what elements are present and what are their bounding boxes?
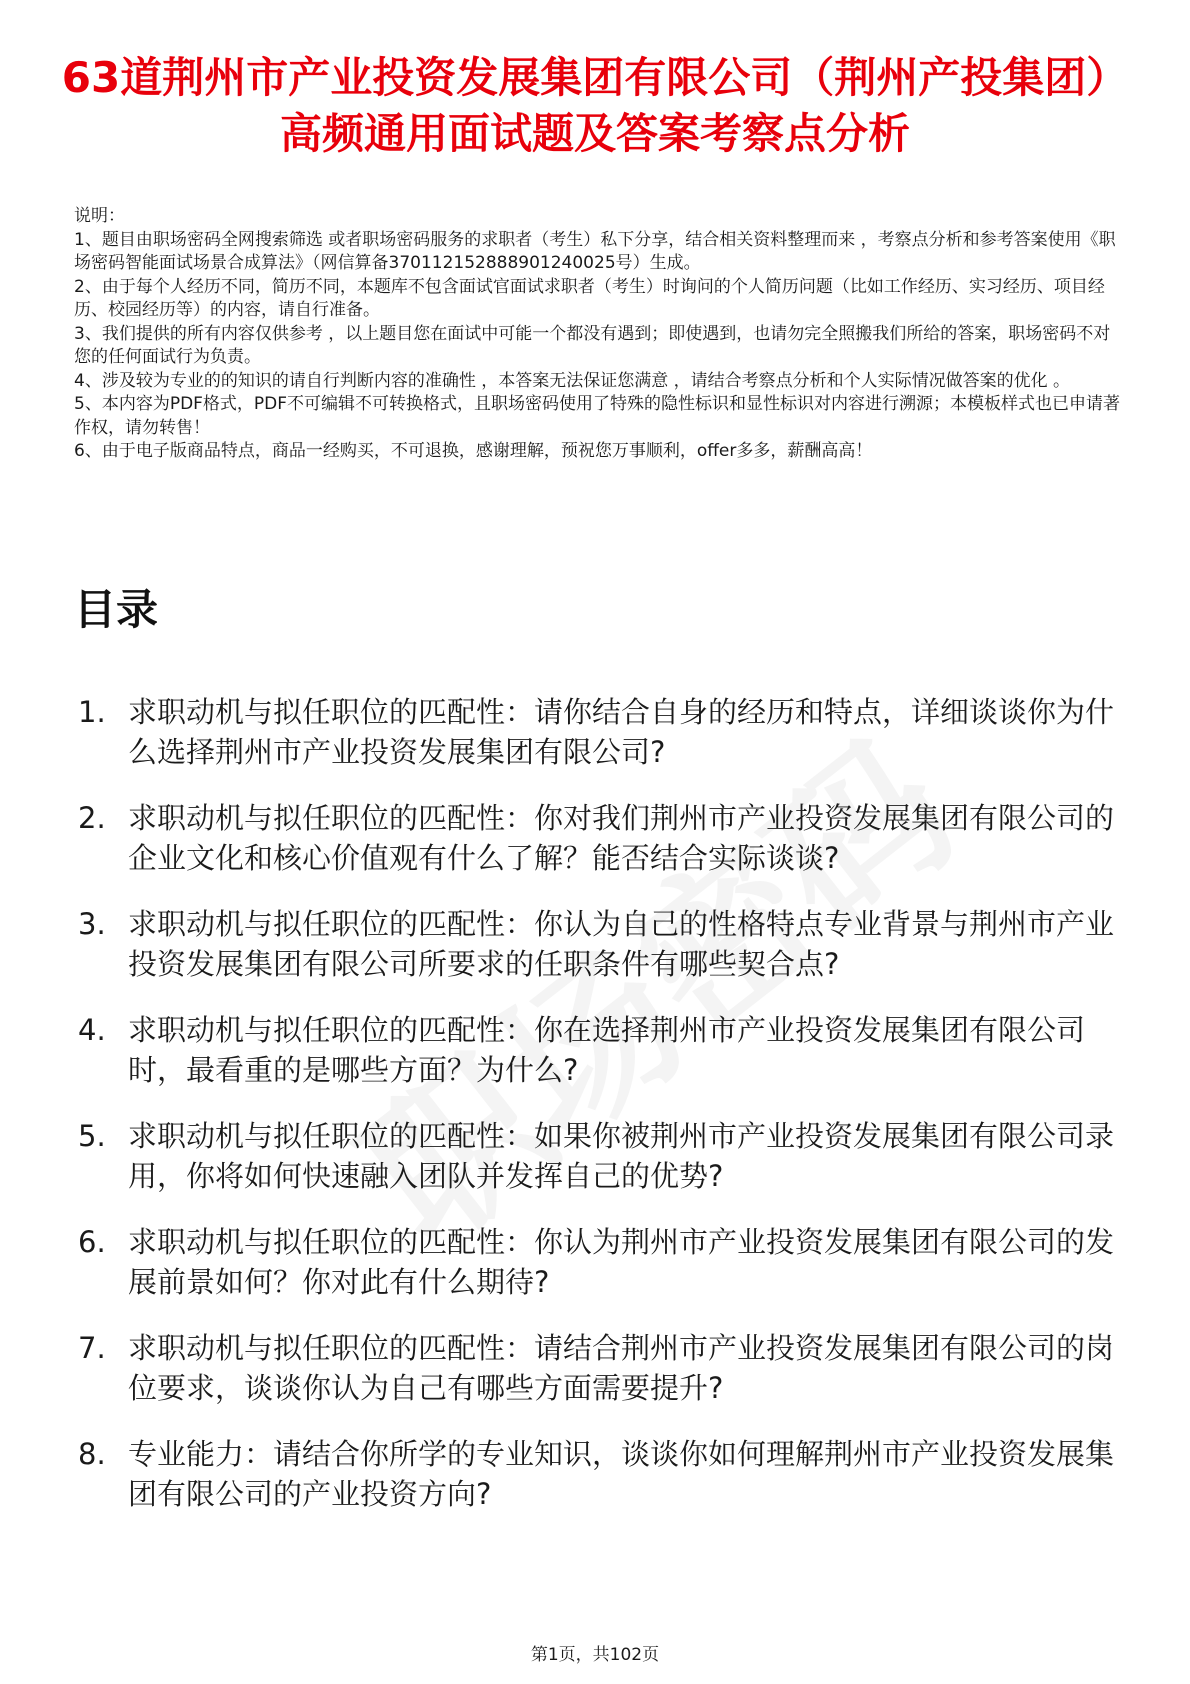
toc-item-text: 求职动机与拟任职位的匹配性：你认为荆州市产业投资发展集团有限公司的发展前景如何？你对此有什么期待? xyxy=(128,1225,1115,1299)
toc-item-number: 2. xyxy=(78,801,106,835)
toc-item-text: 求职动机与拟任职位的匹配性：你对我们荆州市产业投资发展集团有限公司的企业文化和核心价值观有什么了解？能否结合实际谈谈? xyxy=(128,801,1115,875)
toc-item-number: 1. xyxy=(78,695,106,729)
toc-item-text: 专业能力：请结合你所学的专业知识，谈谈你如何理解荆州市产业投资发展集团有限公司的产业投资方向? xyxy=(128,1437,1115,1511)
note-item: 5、本内容为PDF格式，PDF不可编辑不可转换格式，且职场密码使用了特殊的隐性标识和显性标识对内容进行溯源；本模板样式也已申请著作权，请勿转售！ xyxy=(74,394,1121,438)
note-item: 2、由于每个人经历不同，简历不同，本题库不包含面试官面试求职者（考生）时询问的个人简历问题（比如工作经历、实习经历、项目经历、校园经历等）的内容，请自行准备。 xyxy=(74,276,1105,320)
toc-heading: 目录 xyxy=(74,585,159,634)
note-item: 4、涉及较为专业的的知识的请自行判断内容的准确性 ，本答案无法保证您满意 ，请结合考察点分析和个人实际情况做答案的优化 。 xyxy=(74,370,1071,391)
toc-item-text: 求职动机与拟任职位的匹配性：你在选择荆州市产业投资发展集团有限公司时，最看重的是哪些方面？为什么? xyxy=(128,1013,1086,1087)
note-item: 3、我们提供的所有内容仅供参考 ，以上题目您在面试中可能一个都没有遇到；即使遇到，也请勿完全照搬我们所给的答案，职场密码不对您的任何面试行为负责。 xyxy=(74,323,1111,367)
notes-heading: 说明： xyxy=(74,206,125,226)
toc-item-number: 7. xyxy=(78,1331,106,1365)
toc-item-number: 3. xyxy=(78,907,106,941)
toc-item-number: 4. xyxy=(78,1013,106,1047)
toc-list xyxy=(74,692,1124,1540)
page-footer: 第1页，共102页 xyxy=(530,1645,660,1665)
toc-item-number: 6. xyxy=(78,1225,106,1259)
toc-item-number: 8. xyxy=(78,1437,106,1471)
toc-item[interactable] xyxy=(74,1116,1124,1196)
toc-item-number: 5. xyxy=(78,1119,106,1153)
toc-item-text: 求职动机与拟任职位的匹配性：请你结合自身的经历和特点，详细谈谈你为什么选择荆州市产业投资发展集团有限公司? xyxy=(128,695,1115,769)
note-item: 6、由于电子版商品特点，商品一经购买，不可退换，感谢理解，预祝您万事顺利，offer多多，薪酬高高！ xyxy=(74,441,873,461)
page-title: 63道荆州市产业投资发展集团有限公司（荆州产投集团）高频通用面试题及答案考察点分析 xyxy=(61,53,1129,158)
toc-item-text: 求职动机与拟任职位的匹配性：如果你被荆州市产业投资发展集团有限公司录用，你将如何快速融入团队并发挥自己的优势? xyxy=(128,1119,1115,1193)
toc-item-text: 求职动机与拟任职位的匹配性：你认为自己的性格特点专业背景与荆州市产业投资发展集团有限公司所要求的任职条件有哪些契合点? xyxy=(128,907,1115,981)
toc-item[interactable] xyxy=(74,798,1124,878)
note-item: 1、题目由职场密码全网搜索筛选 或者职场密码服务的求职者（考生）私下分享，结合相关资料整理而来 ，考察点分析和参考答案使用《职场密码智能面试场景合成算法》（网信算备370112152888901240025号）生成。 xyxy=(74,229,1116,273)
toc-item-text: 求职动机与拟任职位的匹配性：请结合荆州市产业投资发展集团有限公司的岗位要求，谈谈你认为自己有哪些方面需要提升? xyxy=(128,1331,1115,1405)
toc-item[interactable] xyxy=(74,1434,1124,1514)
toc-item[interactable] xyxy=(74,904,1124,984)
toc-item[interactable] xyxy=(74,1222,1124,1302)
notes-section xyxy=(74,205,1124,464)
toc-item[interactable] xyxy=(74,692,1124,772)
toc-item[interactable] xyxy=(74,1010,1124,1090)
toc-item[interactable] xyxy=(74,1328,1124,1408)
